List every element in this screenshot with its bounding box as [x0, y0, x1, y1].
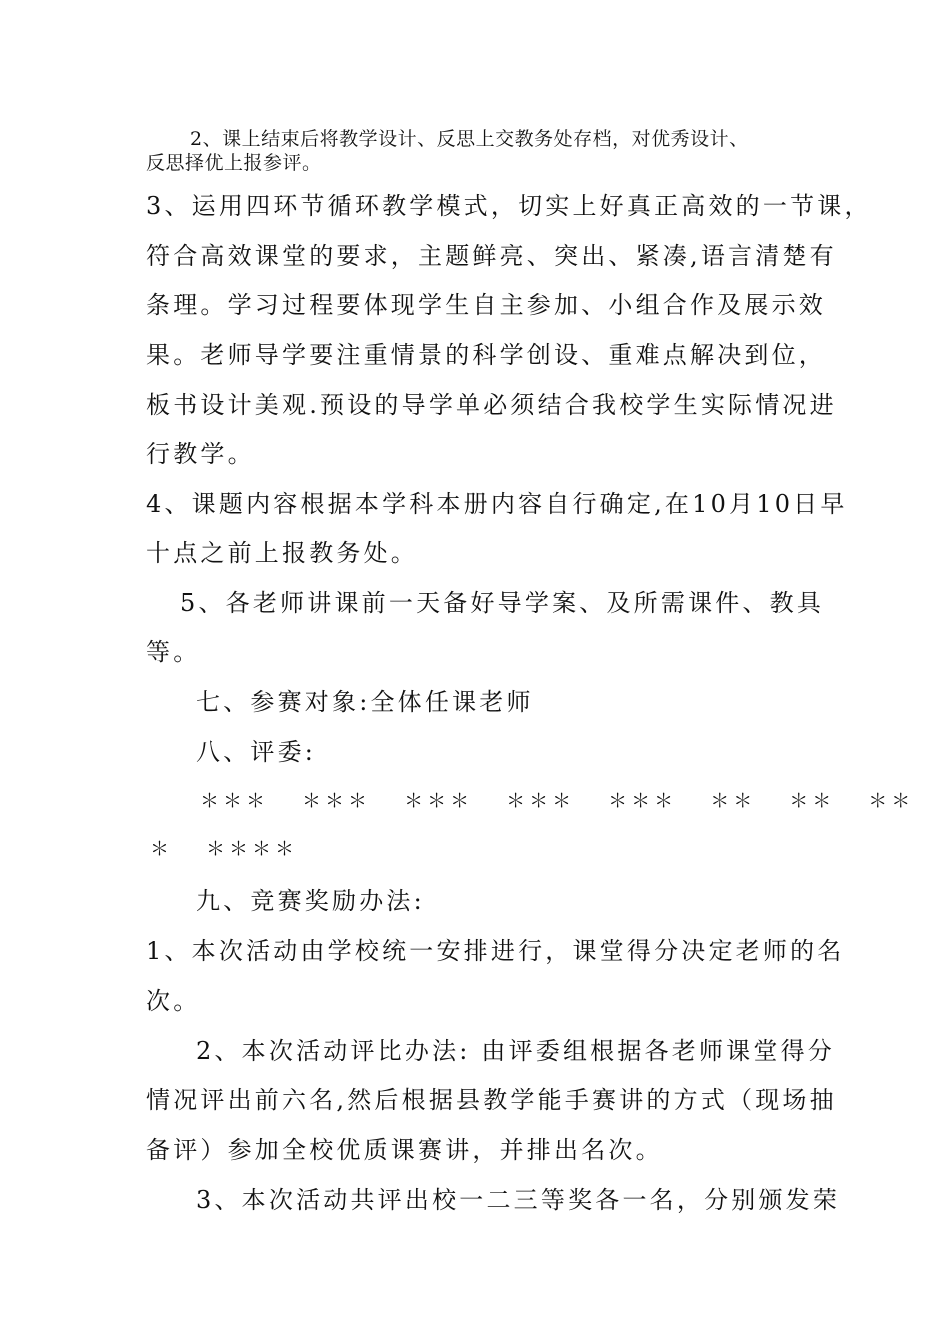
- text-line: 3、运用四环节循环教学模式，切实上好真正高效的一节课，: [146, 192, 872, 220]
- section-heading: 九、竞赛奖励办法:: [196, 887, 425, 915]
- text-line: 情况评出前六名,然后根据县教学能手赛讲的方式（现场抽: [146, 1086, 837, 1114]
- text-line: 行教学。: [146, 440, 255, 468]
- text-line: 备评）参加全校优质课赛讲，并排出名次。: [146, 1136, 663, 1164]
- text-line: 3、本次活动共评出校一二三等奖各一名，分别颁发荣: [196, 1186, 841, 1214]
- text-line: 十点之前上报教务处。: [146, 539, 418, 567]
- text-line: 5、各老师讲课前一天备好导学案、及所需课件、教具: [180, 589, 825, 617]
- text-line: ＊ ＊＊＊＊: [150, 838, 299, 860]
- text-line: 反思择优上报参评。: [146, 152, 322, 174]
- text-line: 符合高效课堂的要求，主题鲜亮、突出、紧凑,语言清楚有: [146, 242, 837, 270]
- section-heading: 八、评委:: [196, 738, 317, 766]
- text-line: 2、本次活动评比办法: 由评委组根据各老师课堂得分: [196, 1037, 835, 1065]
- text-line: 2、课上结束后将教学设计、反思上交教务处存档，对优秀设计、: [190, 128, 749, 150]
- text-line: 1、本次活动由学校统一安排进行，课堂得分决定老师的名: [146, 937, 845, 965]
- text-line: 次。: [146, 987, 201, 1015]
- text-line: 板书设计美观.预设的导学单必须结合我校学生实际情况进: [146, 391, 837, 419]
- text-line: 果。老师导学要注重情景的科学创设、重难点解决到位，: [146, 341, 826, 369]
- text-line: 4、课题内容根据本学科本册内容自行确定,在10月10日早: [146, 490, 848, 518]
- section-heading: 七、参赛对象:全体任课老师: [196, 688, 534, 716]
- text-line: ＊＊＊ ＊＊＊ ＊＊＊ ＊＊＊ ＊＊＊ ＊＊ ＊＊ ＊＊: [200, 790, 915, 812]
- text-line: 等。: [146, 638, 201, 666]
- text-line: 条理。学习过程要体现学生自主参加、小组合作及展示效: [146, 291, 826, 319]
